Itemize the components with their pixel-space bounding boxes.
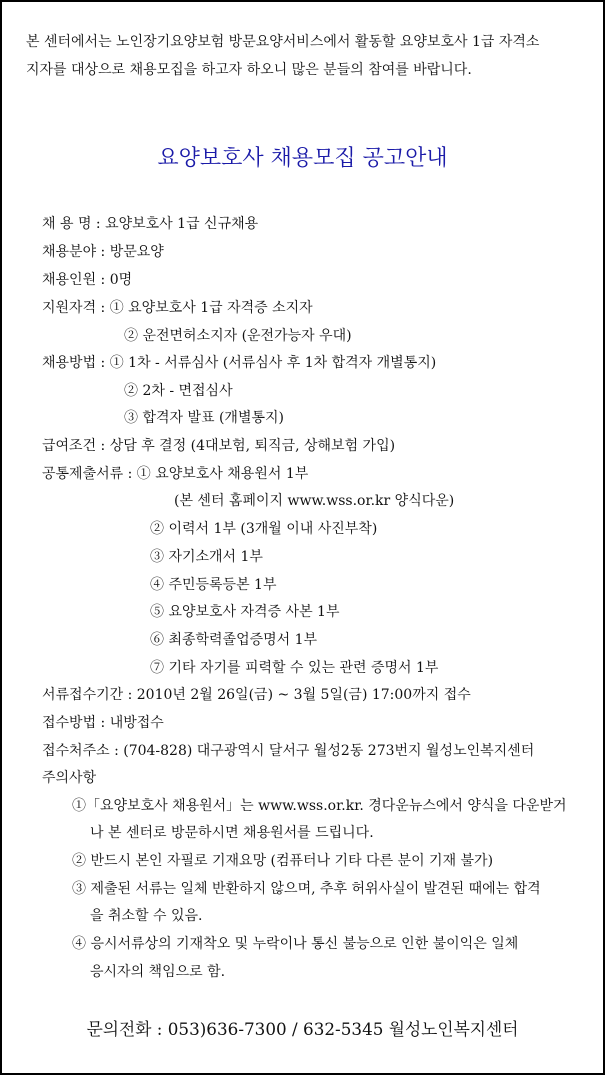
item-text: 채용인원 : 0명 xyxy=(42,272,133,288)
item-subtext: ③ 자기소개서 1부 xyxy=(150,549,263,565)
item-text: 공통제출서류 : ① 요양보호사 채용원서 1부 xyxy=(42,466,309,482)
note-4-line-1: ④ 응시서류상의 기재착오 및 누락이나 통신 불능으로 인한 불이익은 일체 xyxy=(72,936,519,952)
item-subtext: ② 2차 - 면접심사 xyxy=(124,383,233,399)
item-text: 채 용 명 : 요양보호사 1급 신규채용 xyxy=(42,216,259,232)
note-1-line-1: ①「요양보호사 채용원서」는 www.wss.or.kr. 경다운뉴스에서 양식을 다운받거 xyxy=(72,798,567,814)
item-text: 접수방법 : 내방접수 xyxy=(42,715,164,731)
note-1-line-2: 나 본 센터로 방문하시면 채용원서를 드립니다. xyxy=(90,825,374,841)
item-text: 접수처주소 : (704-828) 대구광역시 달서구 월성2동 273번지 월성노인복지센터 xyxy=(42,743,535,759)
item-subtext: ⑦ 기타 자기를 피력할 수 있는 관련 증명서 1부 xyxy=(150,660,439,676)
item-text: 채용분야 : 방문요양 xyxy=(42,244,164,260)
notice-title: 요양보호사 채용모집 공고안내 xyxy=(157,146,448,171)
item-subtext: ④ 주민등록등본 1부 xyxy=(150,577,277,593)
item-subtext: ⑤ 요양보호사 자격증 사본 1부 xyxy=(150,604,340,620)
note-3-line-1: ③ 제출된 서류는 일체 반환하지 않으며, 추후 허위사실이 발견된 때에는 합격 xyxy=(72,881,541,897)
note-3-line-2: 을 취소할 수 있음. xyxy=(90,908,203,924)
contact-info: 문의전화 : 053)636-7300 / 632-5345 월성노인복지센터 xyxy=(86,1020,519,1040)
item-text: 서류접수기간 : 2010년 2월 26일(금) ~ 3월 5일(금) 17:00까지 접수 xyxy=(42,687,471,703)
intro-line-1: 본 센터에서는 노인장기요양보험 방문요양서비스에서 활동할 요양보호사 1급 자격소 xyxy=(26,34,540,50)
item-subtext: (본 센터 홈페이지 www.wss.or.kr 양식다운) xyxy=(174,493,455,509)
intro-line-2: 지자를 대상으로 채용모집을 하고자 하오니 많은 분들의 참여를 바랍니다. xyxy=(26,62,472,78)
item-text: 지원자격 : ① 요양보호사 1급 자격증 소지자 xyxy=(42,300,313,316)
note-4-line-2: 응시자의 책임으로 함. xyxy=(90,964,226,980)
item-subtext: ③ 합격자 발표 (개별통지) xyxy=(124,410,284,426)
item-subtext: ② 이력서 1부 (3개월 이내 사진부착) xyxy=(150,521,378,537)
item-text: 채용방법 : ① 1차 - 서류심사 (서류심사 후 1차 합격자 개별통지) xyxy=(42,355,437,371)
note-2: ② 반드시 본인 자필로 기재요망 (컴퓨터나 기타 다른 분이 기재 불가) xyxy=(72,853,494,869)
item-subtext: ⑥ 최종학력졸업증명서 1부 xyxy=(150,632,318,648)
item-text: 급여조건 : 상담 후 결정 (4대보험, 퇴직금, 상해보험 가입) xyxy=(42,438,396,454)
item-text: 주의사항 xyxy=(42,770,97,786)
item-subtext: ② 운전면허소지자 (운전가능자 우대) xyxy=(124,328,352,344)
